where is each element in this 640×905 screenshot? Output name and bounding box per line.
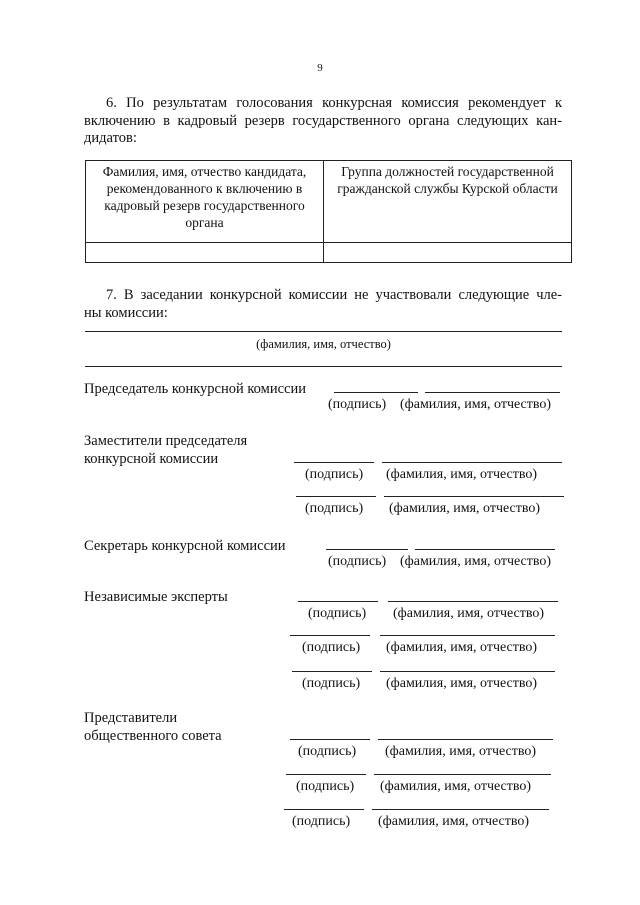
secretary-name-line[interactable] xyxy=(415,549,555,550)
public-1-name-caption: (фамилия, имя, отчество) xyxy=(385,744,537,759)
absent-members-line[interactable] xyxy=(85,331,562,332)
deputy-1-name-line[interactable] xyxy=(382,462,562,463)
public-council-label-line-2: общественного совета xyxy=(84,728,222,744)
chairman-signature-caption: (подпись) xyxy=(328,397,387,412)
expert-1-name-caption: (фамилия, имя, отчество) xyxy=(393,606,545,621)
public-1-signature-line[interactable] xyxy=(290,739,370,740)
table-row xyxy=(86,243,572,263)
section-7-line-2: ны комиссии: xyxy=(84,304,168,321)
page-number: 9 xyxy=(317,62,323,74)
public-3-name-line[interactable] xyxy=(372,809,549,810)
absent-members-line-2[interactable] xyxy=(85,366,562,367)
deputies-label-line-2: конкурсной комиссии xyxy=(84,451,219,467)
section-7-line-1: 7. В заседании конкурсной комиссии не участвовали следующие чле- xyxy=(106,287,562,303)
public-3-name-caption: (фамилия, имя, отчество) xyxy=(378,814,530,829)
section-6-line-2: включению в кадровый резерв государственного органа следующих кан- xyxy=(84,112,562,129)
public-2-name-caption: (фамилия, имя, отчество) xyxy=(380,779,532,794)
chairman-label: Председатель конкурсной комиссии xyxy=(84,381,306,397)
public-3-signature-caption: (подпись) xyxy=(292,814,351,829)
public-1-name-line[interactable] xyxy=(378,739,553,740)
deputy-2-signature-caption: (подпись) xyxy=(305,501,364,516)
table-header-candidate: Фамилия, имя, отчество кандидата, рекомендованного к включению в кадровый резерв государственного органа xyxy=(86,161,324,243)
deputy-2-name-caption: (фамилия, имя, отчество) xyxy=(389,501,541,516)
expert-1-signature-line[interactable] xyxy=(298,601,378,602)
expert-2-signature-caption: (подпись) xyxy=(302,640,361,655)
secretary-signature-line[interactable] xyxy=(326,549,408,550)
section-7-paragraph xyxy=(84,287,562,322)
expert-2-signature-line[interactable] xyxy=(290,635,370,636)
chairman-name-caption: (фамилия, имя, отчество) xyxy=(400,397,552,412)
secretary-name-caption: (фамилия, имя, отчество) xyxy=(400,554,552,569)
absent-members-caption: (фамилия, имя, отчество) xyxy=(256,337,391,351)
public-2-signature-line[interactable] xyxy=(286,774,366,775)
table-header-row xyxy=(86,161,572,243)
public-council-label-line-1: Представители xyxy=(84,710,178,726)
expert-3-signature-caption: (подпись) xyxy=(302,676,361,691)
table-header-position-group: Группа должностей государственной гражданской службы Курской области xyxy=(324,161,572,243)
experts-label: Независимые эксперты xyxy=(84,589,228,605)
expert-3-signature-line[interactable] xyxy=(292,671,372,672)
section-6-line-1: 6. По результатам голосования конкурсная комиссия рекомендует к xyxy=(106,95,562,111)
chairman-signature-line[interactable] xyxy=(334,392,418,393)
chairman-name-line[interactable] xyxy=(425,392,560,393)
table-cell-position-group[interactable] xyxy=(324,243,572,263)
section-6-line-3: дидатов: xyxy=(84,130,137,146)
secretary-label: Секретарь конкурсной комиссии xyxy=(84,538,286,554)
public-1-signature-caption: (подпись) xyxy=(298,744,357,759)
expert-1-signature-caption: (подпись) xyxy=(308,606,367,621)
table-cell-candidate[interactable] xyxy=(86,243,324,263)
deputy-1-name-caption: (фамилия, имя, отчество) xyxy=(386,467,538,482)
deputies-label-line-1: Заместители председателя xyxy=(84,433,248,449)
expert-1-name-line[interactable] xyxy=(388,601,558,602)
public-2-name-line[interactable] xyxy=(374,774,551,775)
section-6-paragraph xyxy=(84,95,562,148)
secretary-signature-caption: (подпись) xyxy=(328,554,387,569)
expert-3-name-caption: (фамилия, имя, отчество) xyxy=(386,676,538,691)
public-2-signature-caption: (подпись) xyxy=(296,779,355,794)
deputy-1-signature-caption: (подпись) xyxy=(305,467,364,482)
public-3-signature-line[interactable] xyxy=(284,809,364,810)
deputy-1-signature-line[interactable] xyxy=(294,462,374,463)
expert-2-name-caption: (фамилия, имя, отчество) xyxy=(386,640,538,655)
expert-3-name-line[interactable] xyxy=(380,671,555,672)
deputy-2-name-line[interactable] xyxy=(384,496,564,497)
expert-2-name-line[interactable] xyxy=(380,635,555,636)
deputy-2-signature-line[interactable] xyxy=(296,496,376,497)
candidates-table xyxy=(85,160,572,263)
